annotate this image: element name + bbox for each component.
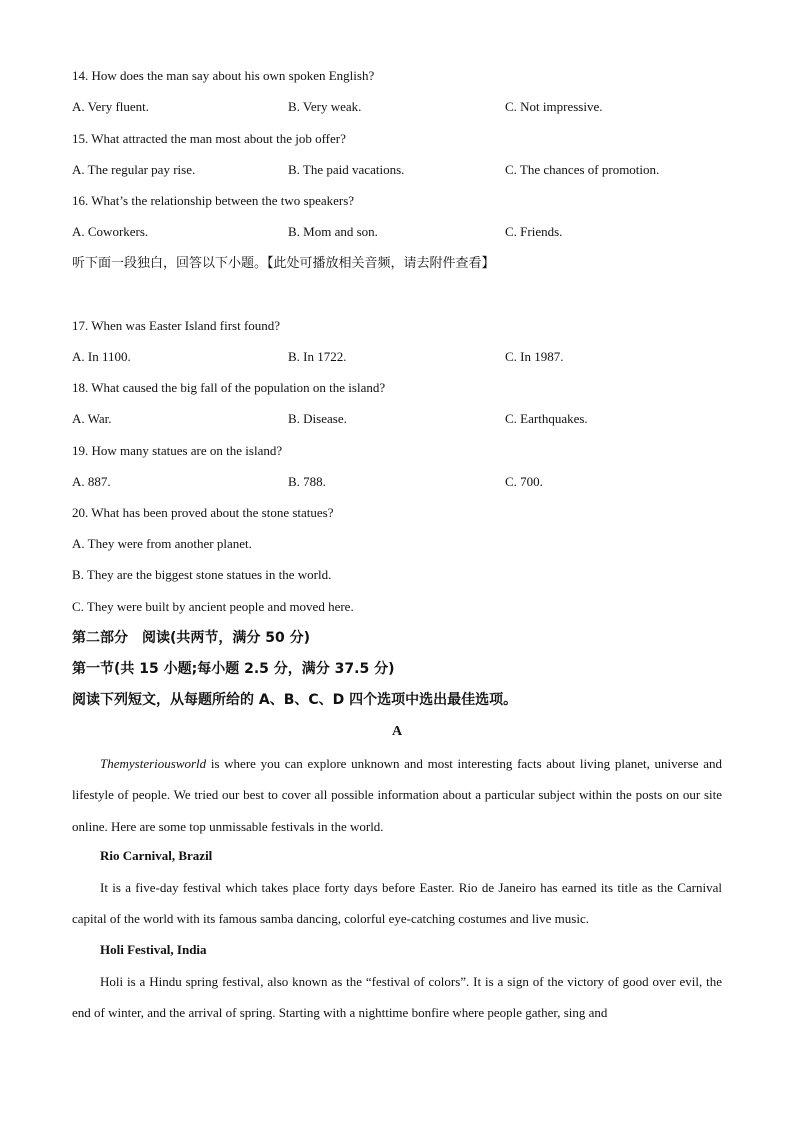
intro-text: is where you can explore unknown and most interesting facts about living planet, universe and lifestyle of people. We tried our best to cover all possible information about a particular subject within the posts on our site online. Here are some top unmissable festivals in the world.: [72, 756, 722, 834]
question-16: [72, 193, 354, 209]
question-number: 17.: [72, 318, 89, 333]
option-b: B. Disease.: [288, 411, 347, 426]
option-c: C. They were built by ancient people and moved here.: [72, 599, 354, 614]
question-number: 16.: [72, 193, 89, 208]
option-a: A. War.: [72, 411, 112, 426]
question-text: What’s the relationship between the two speakers?: [91, 193, 355, 208]
option-a: A. Very fluent.: [72, 99, 150, 114]
passage-letter: A: [391, 724, 403, 739]
question-number: 19.: [72, 443, 89, 458]
question-text: How does the man say about his own spoken English?: [91, 68, 375, 83]
option-b: B. Very weak.: [288, 99, 362, 114]
holi-paragraph: Holi is a Hindu spring festival, also known as the “festival of colors”. It is a sign of the victory of good over evil, the end of winter, and the arrival of spring. Starting with a nighttime bonfire where people gather, sing and: [72, 974, 722, 1021]
question-14: [72, 68, 374, 84]
option-c: C. 700.: [505, 474, 543, 489]
option-a: A. They were from another planet.: [72, 536, 252, 551]
rio-paragraph: It is a five-day festival which takes place forty days before Easter. Rio de Janeiro has earned its title as the Carnival capital of the world with its famous samba dancing, colorful eye-catching costumes and live music.: [72, 880, 722, 927]
option-c: C. The chances of promotion.: [505, 162, 660, 177]
question-17: [72, 318, 280, 334]
question-text: How many statues are on the island?: [91, 443, 283, 458]
option-b: B. They are the biggest stone statues in the world.: [72, 567, 332, 582]
option-c: C. Earthquakes.: [505, 411, 588, 426]
question-15: [72, 131, 346, 147]
option-a: A. In 1100.: [72, 349, 131, 364]
option-b: B. 788.: [288, 474, 326, 489]
option-a: A. 887.: [72, 474, 111, 489]
option-b: B. Mom and son.: [288, 224, 378, 239]
option-c: C. Not impressive.: [505, 99, 603, 114]
question-20: [72, 505, 334, 521]
question-text: What has been proved about the stone statues?: [91, 505, 334, 520]
question-text: When was Easter Island first found?: [91, 318, 281, 333]
question-18: [72, 380, 385, 396]
option-b: B. In 1722.: [288, 349, 347, 364]
monologue-instruction: 听下面一段独白，回答以下小题。【此处可播放相关音频，请去附件查看】: [72, 256, 495, 271]
question-number: 15.: [72, 131, 89, 146]
question-19: [72, 443, 282, 459]
option-c: C. In 1987.: [505, 349, 564, 364]
section1-title: 第一节(共 15 小题;每小题 2.5 分，满分 37.5 分): [72, 661, 395, 677]
question-number: 14.: [72, 68, 89, 83]
rio-heading: Rio Carnival, Brazil: [100, 848, 213, 863]
part2-title: 第二部分 阅读(共两节，满分 50 分): [72, 630, 311, 646]
question-text: What caused the big fall of the population on the island?: [91, 380, 386, 395]
reading-instruction: 阅读下列短文，从每题所给的 A、B、C、D 四个选项中选出最佳选项。: [72, 692, 518, 708]
option-b: B. The paid vacations.: [288, 162, 405, 177]
question-text: What attracted the man most about the job offer?: [91, 131, 346, 146]
question-number: 20.: [72, 505, 89, 520]
intro-paragraph: [72, 748, 722, 842]
option-c: C. Friends.: [505, 224, 563, 239]
site-name: Themysteriousworld: [100, 756, 207, 771]
option-a: A. The regular pay rise.: [72, 162, 196, 177]
question-number: 18.: [72, 380, 89, 395]
holi-heading: Holi Festival, India: [100, 942, 207, 957]
option-a: A. Coworkers.: [72, 224, 149, 239]
